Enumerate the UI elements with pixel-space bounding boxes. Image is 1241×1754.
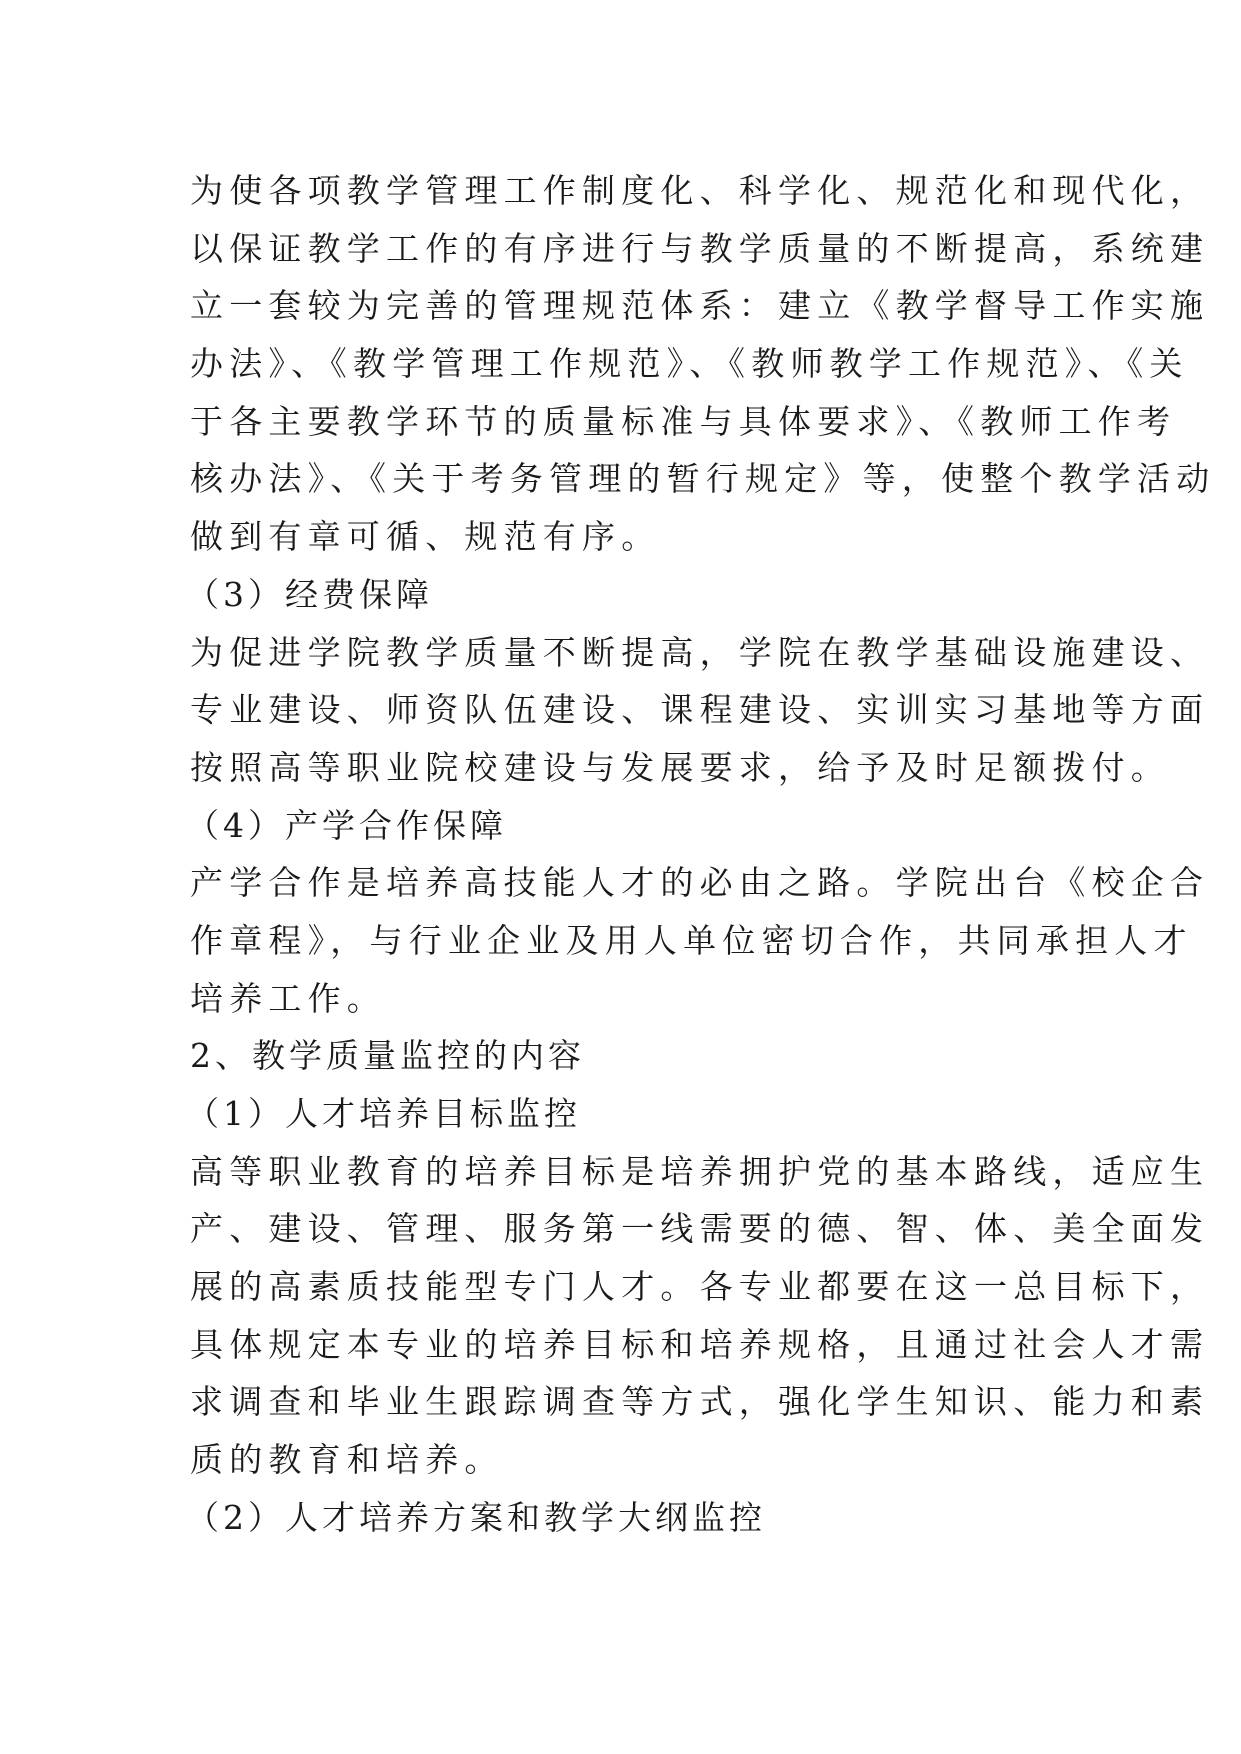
paragraph-line: 高等职业教育的培养目标是培养拥护党的基本路线，适应生	[190, 1151, 1210, 1191]
paragraph-line: 按照高等职业院校建设与发展要求，给予及时足额拨付。	[190, 747, 1170, 787]
section-heading-monitoring-content: 2、教学质量监控的内容	[190, 1036, 585, 1076]
paragraph-line: 具体规定本专业的培养目标和培养规格，且通过社会人才需	[190, 1324, 1210, 1364]
section-heading-talent-goal: （1）人才培养目标监控	[186, 1094, 581, 1133]
paragraph-line: 产学合作是培养高技能人才的必由之路。学院出台《校企合	[190, 863, 1210, 903]
paragraph-line: 作章程》，与行业企业及用人单位密切合作，共同承担人才	[190, 920, 1193, 960]
paragraph-line: 求调查和毕业生跟踪调查等方式，强化学生知识、能力和素	[190, 1382, 1210, 1422]
section-heading-training-plan: （2）人才培养方案和教学大纲监控	[186, 1497, 766, 1537]
paragraph-line: 于各主要教学环节的质量标准与具体要求》、《教师工作考	[190, 401, 1177, 441]
paragraph-line: 核办法》、《关于考务管理的暂行规定》等，使整个教学活动	[190, 459, 1216, 499]
paragraph-line: 产、建设、管理、服务第一线需要的德、智、体、美全面发	[190, 1209, 1210, 1249]
paragraph-line: 展的高素质技能型专门人才。各专业都要在这一总目标下，	[190, 1267, 1210, 1307]
paragraph-line: 专业建设、师资队伍建设、课程建设、实训实习基地等方面	[190, 690, 1210, 730]
paragraph-line: 为使各项教学管理工作制度化、科学化、规范化和现代化，	[190, 171, 1210, 210]
paragraph-line: 办法》、《教学管理工作规范》、《教师教学工作规范》、《关	[190, 344, 1189, 384]
section-heading-funding: （3）经费保障	[186, 574, 433, 614]
paragraph-line: 立一套较为完善的管理规范体系：建立《教学督导工作实施	[190, 286, 1210, 326]
paragraph-line: 做到有章可循、规范有序。	[190, 517, 661, 557]
document-body	[186, 162, 1216, 1547]
paragraph-line: 质的教育和培养。	[190, 1440, 504, 1480]
paragraph-line: 以保证教学工作的有序进行与教学质量的不断提高，系统建	[190, 228, 1210, 268]
section-heading-cooperation: （4）产学合作保障	[186, 805, 507, 845]
paragraph-line: 为促进学院教学质量不断提高，学院在教学基础设施建设、	[190, 632, 1210, 672]
paragraph-line: 培养工作。	[190, 978, 386, 1018]
